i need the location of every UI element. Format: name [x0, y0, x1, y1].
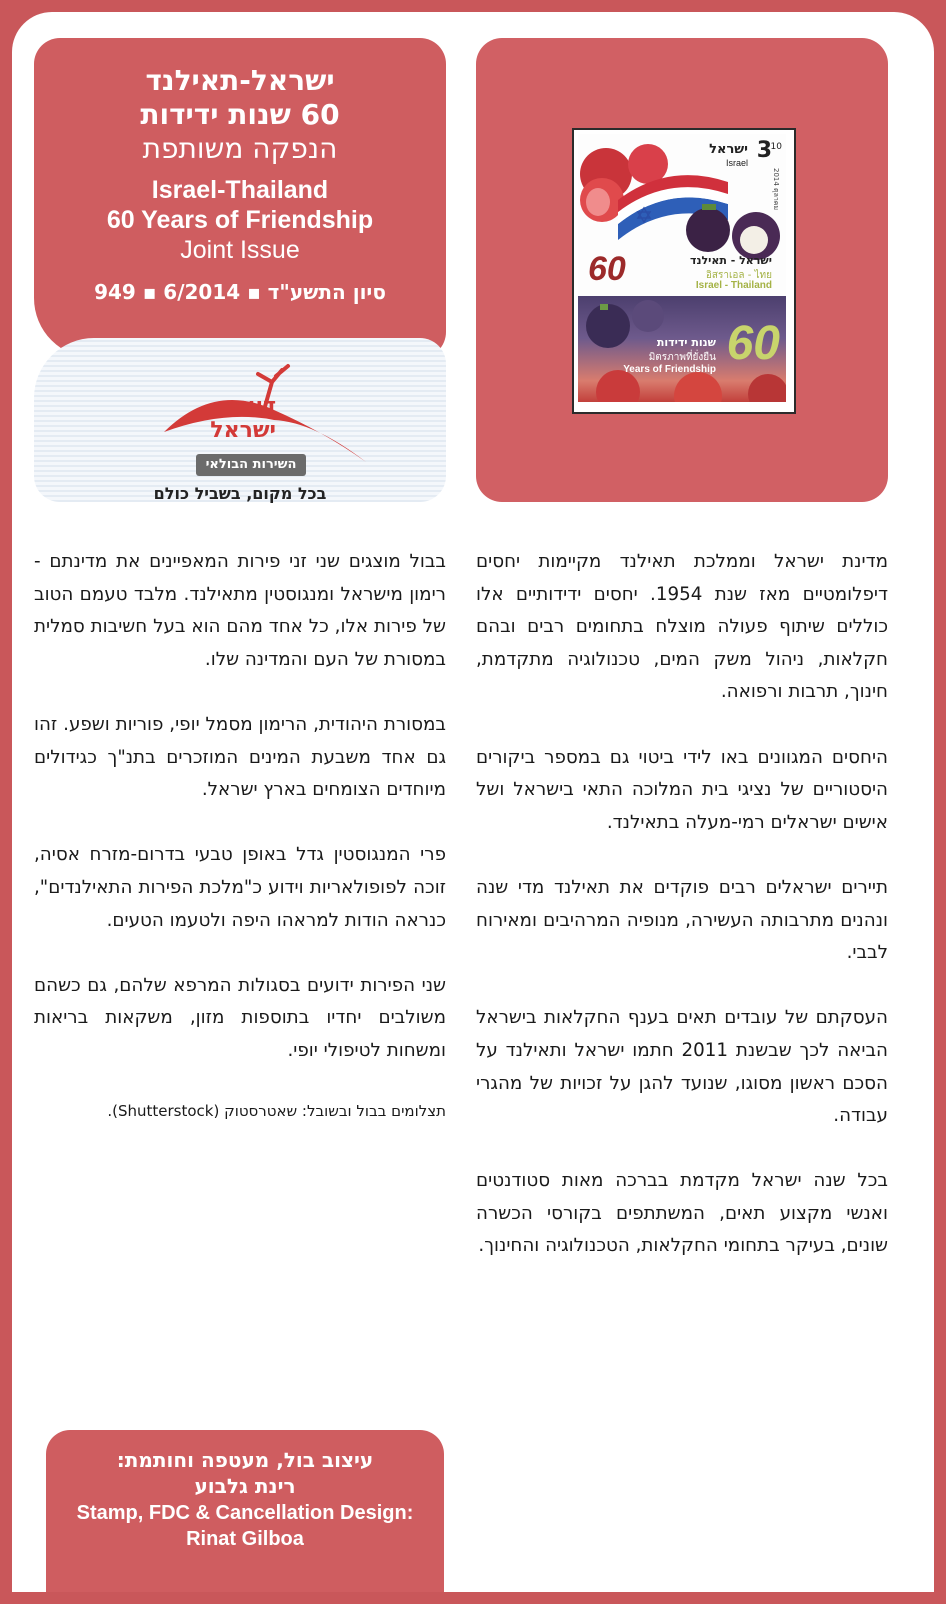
paragraph: במסורת היהודית, הרימון מסמל יופי, פוריות ושפע. זהו גם אחד משבעת המינים המוזכרים בתנ"ך כגידולים מיוחדים הצומחים בארץ ישראל. — [34, 713, 446, 801]
paragraph: היחסים המגוונים באו לידי ביטוי גם במספר ביקורים היסטוריים של נציגי בית המלוכה התאי בישראל ושל אישים ישראלים רמי-מעלה בתאילנד. — [476, 746, 888, 833]
stamp-image — [572, 128, 796, 414]
title-hebrew-line2: 60 שנות ידידות — [140, 98, 340, 131]
paragraph: פרי המנגוסטין גדל באופן טבעי בדרום-מזרח אסיה, זוכה לפופולאריות וידוע כ"מלכת הפירות התאילנדים", כנראה הודות למראהו היפה ולטעמו הטעים. — [34, 844, 446, 931]
designer-name-hebrew: רינת גלבוע — [194, 1474, 296, 1498]
stamp-year: 2014 ตุลาคม — [772, 168, 780, 211]
issue-date-number: סיון התשע"ד ▪ 6/2014 ▪ 949 — [94, 280, 386, 304]
title-english-line1: Israel-Thailand — [151, 176, 329, 204]
paragraph: תיירים ישראלים רבים פוקדים את תאילנד מדי שנה ונהנים מתרבותה העשירה, מנופיה המרהיבים ומאירוח לבבי. — [476, 876, 888, 964]
tab-label-thai: มิตรภาพที่ยั่งยืน — [648, 352, 716, 363]
stamp-panel — [476, 38, 888, 502]
tab-sixty: 60 — [726, 317, 780, 370]
stamp-country-english: Israel — [725, 158, 748, 168]
tab-label-english: Years of Friendship — [623, 364, 716, 375]
stamp-country-hebrew: ישראל — [709, 142, 748, 157]
stamp-face-value-extra: 10 — [770, 142, 782, 152]
logo-slogan: בכל מקום, בשביל כולם — [153, 484, 327, 503]
title-panel — [34, 38, 446, 358]
stamp-tab — [578, 296, 786, 402]
stamp-main — [578, 134, 786, 296]
stamp-sixty: 60 — [588, 250, 626, 288]
paragraph: בבול מוצגים שני זני פירות המאפיינים את מדינתם - רימון מישראל ומנגוסטין מתאילנד. מלבד טעמם הטוב של פירות אלו, כל אחד מהם הוא בעל חשיבות סמלית במסורת של העם והמדינה שלו. — [34, 551, 446, 670]
stamp-label-hebrew: ישראל - תאילנד — [690, 254, 772, 267]
paragraph: מדינת ישראל וממלכת תאילנד מקיימות יחסים דיפלומטיים מאז שנת 1954. יחסים ידידותיים אלו כוללים שיתוף פעולה מוצלח בתחומים רבים ובהם חקלאות, ניהול משק המים, טכנולוגיה מתקדמת, חינוך, תרבות ורפואה. — [476, 551, 889, 703]
photo-credit: תצלומים בבול ובשובל: שאטרסטוק (Shutterstock). — [107, 1102, 446, 1121]
paragraph: בכל שנה ישראל מקדמת בברכה מאות סטודנטים ואנשי מקצוע תאים, המשתתפים בקורסי הכשרה שונים, בעיקר בתחומי החקלאות, הטכנולוגיה והחינוך. — [476, 1170, 888, 1257]
stamp-label-english: Israel - Thailand — [695, 280, 772, 291]
logo-name-line2: ישראל — [210, 418, 276, 443]
israel-post-logo-panel — [34, 338, 446, 502]
designer-name-english: Rinat Gilboa — [186, 1528, 304, 1550]
text-column-left — [34, 546, 446, 1155]
title-english-line3: Joint Issue — [180, 236, 300, 264]
design-credit-english-label: Stamp, FDC & Cancellation Design: — [76, 1502, 414, 1524]
paragraph: העסקתם של עובדים תאים בענף החקלאות בישראל הביאה לכך שבשנת 2011 חתמו ישראל ותאילנד על הסכם ראשון מסוגו, שנועד להגן על זכויות של מהגרי עבודה. — [476, 1007, 888, 1127]
tab-label-hebrew: שנות ידידות — [656, 336, 716, 349]
design-credit-box — [46, 1430, 444, 1592]
philatelic-service-badge: השירות הבולאי — [196, 454, 306, 476]
brochure-sheet — [12, 12, 934, 1592]
text-column-right — [476, 546, 888, 1296]
design-credit-hebrew-label: עיצוב בול, מעטפה וחותמת: — [116, 1448, 374, 1472]
title-english-line2: 60 Years of Friendship — [106, 206, 374, 234]
stamp-label-thai: อิสราเอล - ไทย — [705, 270, 772, 281]
title-hebrew-line1: ישראל-תאילנד — [145, 64, 335, 97]
paragraph: שני הפירות ידועים בסגולות המרפא שלהם, גם כשהם משולבים יחדיו בתוספות מזון, משקאות בריאות ומשחות לטיפולי יופי. — [34, 974, 446, 1061]
stamp-face-value: 3 — [756, 138, 772, 163]
title-hebrew-line3: הנפקה משותפת — [142, 132, 338, 165]
logo-name-line1: דואר — [226, 394, 276, 419]
